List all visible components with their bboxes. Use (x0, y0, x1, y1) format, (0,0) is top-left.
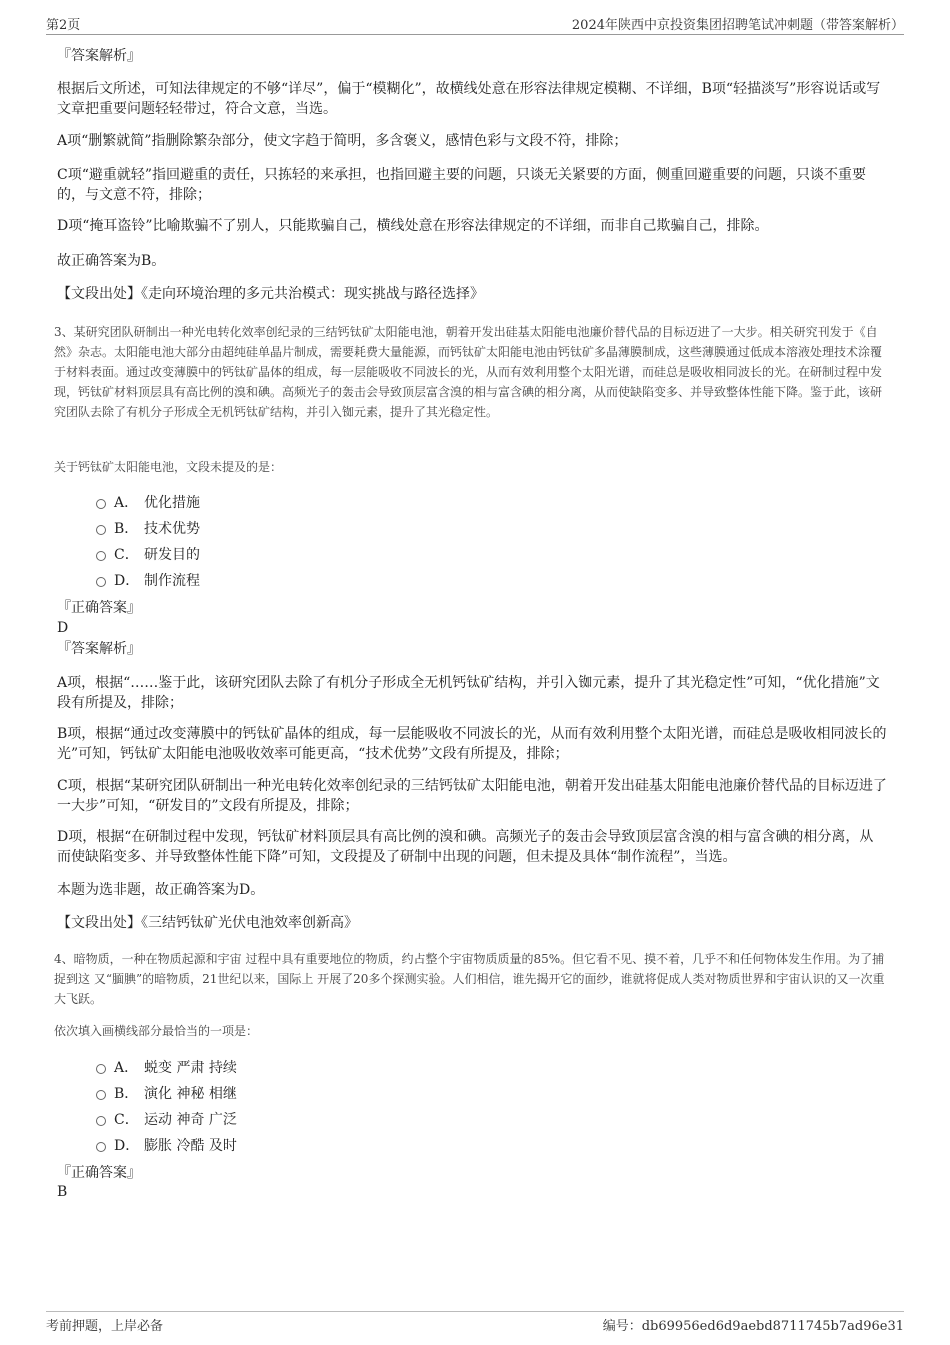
radio-icon[interactable] (96, 1116, 106, 1126)
q4-answer: B (57, 1184, 68, 1200)
page-header (46, 12, 904, 35)
page-number: 第2页 (46, 18, 81, 33)
q2-source: 【文段出处】《走向环境治理的多元共治模式：现实挑战与路径选择》 (57, 286, 484, 302)
footer-slogan: 考前押题，上岸必备 (46, 1319, 164, 1334)
q4-option-d[interactable]: D． 膨胀 冷酷 及时 (96, 1136, 237, 1156)
q3-answer-label: 『正确答案』 (57, 600, 141, 616)
q2-analysis-para: 根据后文所述，可知法律规定的不够“详尽”，偏于“模糊化”，故横线处意在形容法律规定模糊、不详细，B项“轻描淡写”形容说话或写文章把重要问题轻轻带过，符合文意，当选。 (57, 81, 881, 117)
q3-analysis-para: D项，根据“在研制过程中发现，钙钛矿材料顶层具有高比例的溴和碘。高频光子的轰击会导致顶层富含溴的相与富含碘的相分离，从而使缺陷变多、并导致整体性能下降”可知，文段提及了研制中出现的问题，但未提及具体“制作流程”，当选。 (57, 829, 874, 865)
q3-analysis-label: 『答案解析』 (57, 641, 141, 657)
q3-answer: D (57, 620, 69, 636)
q2-analysis-para: A项“删繁就简”指删除繁杂部分，使文字趋于简明，多含褒义，感情色彩与文段不符，排除； (57, 133, 628, 149)
q4-passage: 4、暗物质，一种在物质起源和宇宙 过程中具有重要地位的物质，约占整个宇宙物质质量的85%。但它看不见、摸不着，几乎不和任何物体发生作用。为了捕捉到这 又“腼腆”的暗物质，21世纪以来，国际上 开展了20多个探测实验。人们相信，谁先揭开它的面纱，谁就将促成人类对物质世界和宇宙认识的又一次重大飞跃。 (54, 952, 885, 1006)
q2-analysis-para: 故正确答案为B。 (57, 253, 166, 269)
q3-option-d[interactable]: D． 制作流程 (96, 571, 200, 591)
radio-icon[interactable] (96, 577, 106, 587)
radio-icon[interactable] (96, 1090, 106, 1100)
q2-analysis-para: C项“避重就轻”指回避重的责任，只拣轻的来承担，也指回避主要的问题，只谈无关紧要的方面，侧重回避重要的问题，只谈不重要的，与文意不符，排除； (57, 167, 867, 203)
q3-passage: 3、某研究团队研制出一种光电转化效率创纪录的三结钙钛矿太阳能电池，朝着开发出硅基太阳能电池廉价替代品的目标迈进了一大步。相关研究刊发于《自然》杂志。太阳能电池大部分由超纯硅单晶片制成，需要耗费大量能源，而钙钛矿太阳能电池由钙钛矿多晶薄膜制成，这些薄膜通过低成本溶液处理技术涂覆于材料表面。通过改变薄膜中的钙钛矿晶体的组成，每一层能吸收不同波长的光，从而有效利用整个太阳光谱，而硅总是吸收相同波长的光。在研制过程中发现，钙钛矿材料顶层具有高比例的溴和碘。高频光子的轰击会导致顶层富含溴的相与富含碘的相分离，从而使缺陷变多、并导致整体性能下降。鉴于此，该研究团队去除了有机分子形成全无机钙钛矿结构，并引入铷元素，提升了其光稳定性。 (54, 325, 883, 419)
q3-analysis-para: A项，根据“……鉴于此，该研究团队去除了有机分子形成全无机钙钛矿结构，并引入铷元素，提升了其光稳定性”可知，“优化措施”文段有所提及，排除； (57, 675, 880, 711)
document-id: 编号：db69956ed6d9aebd8711745b7ad96e31 (602, 1319, 904, 1334)
q3-analysis-para: B项，根据“通过改变薄膜中的钙钛矿晶体的组成，每一层能吸收不同波长的光，从而有效利用整个太阳光谱，而硅总是吸收相同波长的光”可知，钙钛矿太阳能电池吸收效率可能更高，“技术优势”文段有所提及，排除； (57, 726, 887, 762)
q2-analysis-para: D项“掩耳盗铃”比喻欺骗不了别人，只能欺骗自己，横线处意在形容法律规定的不详细，而非自己欺骗自己，排除。 (57, 218, 769, 234)
page-footer (46, 1311, 904, 1334)
q2-analysis-label: 『答案解析』 (57, 48, 141, 64)
q4-option-c[interactable]: C． 运动 神奇 广泛 (96, 1110, 237, 1130)
q3-question: 关于钙钛矿太阳能电池，文段未提及的是： (54, 460, 283, 474)
q3-option-a[interactable]: A． 优化措施 (96, 493, 200, 513)
q3-option-b[interactable]: B． 技术优势 (96, 519, 200, 539)
q4-option-a[interactable]: A． 蜕变 严肃 持续 (96, 1058, 237, 1078)
q4-question: 依次填入画横线部分最恰当的一项是： (54, 1024, 259, 1038)
q4-option-b[interactable]: B． 演化 神秘 相继 (96, 1084, 237, 1104)
radio-icon[interactable] (96, 1142, 106, 1152)
document-title: 2024年陕西中京投资集团招聘笔试冲刺题（带答案解析） (571, 18, 904, 33)
q3-source: 【文段出处】《三结钙钛矿光伏电池效率创新高》 (57, 915, 358, 931)
q4-answer-label: 『正确答案』 (57, 1165, 141, 1181)
radio-icon[interactable] (96, 1064, 106, 1074)
q3-option-c[interactable]: C． 研发目的 (96, 545, 200, 565)
q3-analysis-para: C项，根据“某研究团队研制出一种光电转化效率创纪录的三结钙钛矿太阳能电池，朝着开发出硅基太阳能电池廉价替代品的目标迈进了一大步”可知，“研发目的”文段有所提及，排除； (57, 778, 887, 814)
radio-icon[interactable] (96, 499, 106, 509)
q3-analysis-para: 本题为选非题，故正确答案为D。 (57, 882, 265, 898)
radio-icon[interactable] (96, 551, 106, 561)
radio-icon[interactable] (96, 525, 106, 535)
